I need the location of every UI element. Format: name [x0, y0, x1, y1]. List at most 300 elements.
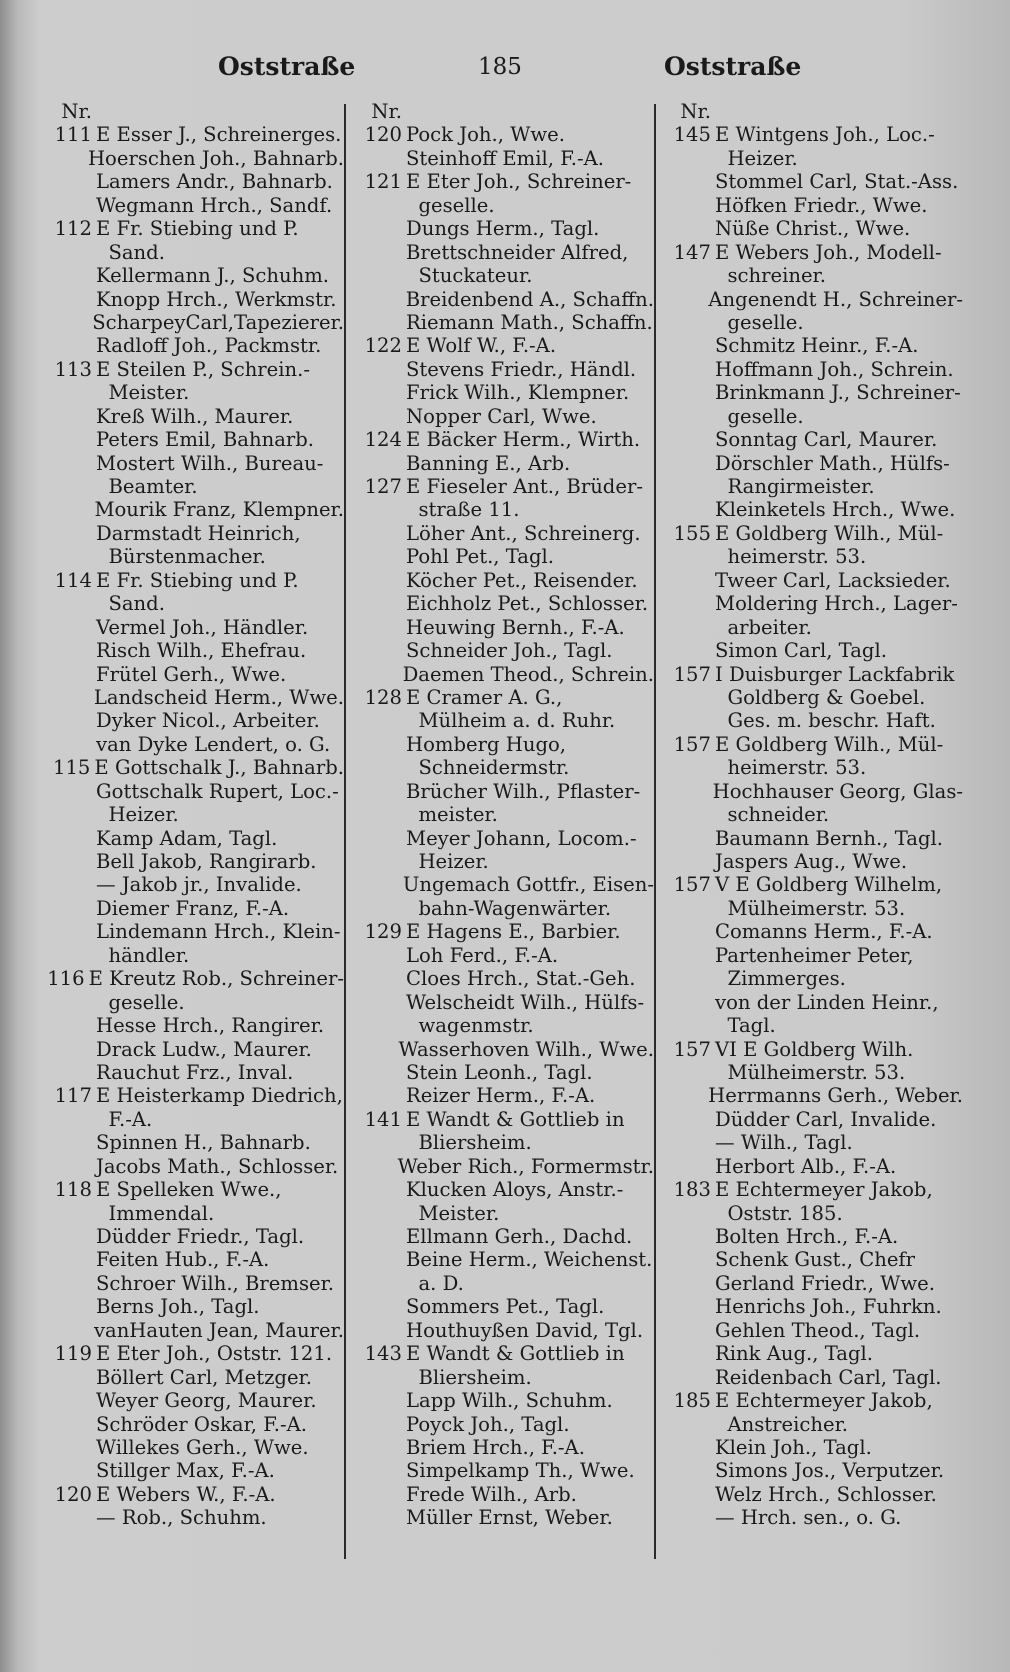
directory-entry-line [354, 1061, 654, 1084]
entry-text: E Steilen P., Schrein.- [96, 357, 311, 381]
house-number [44, 1319, 94, 1342]
house-number: 145 [673, 123, 711, 147]
directory-entry-line [663, 311, 963, 334]
entry-text: E Wolf W., F.-A. [406, 334, 557, 358]
directory-entry-line [663, 1202, 963, 1225]
directory-entry-line [44, 616, 344, 639]
directory-entry-line [354, 967, 654, 990]
directory-entry-line [663, 1436, 963, 1459]
house-number [354, 944, 406, 967]
entry-text: E Cramer A. G., [406, 685, 563, 709]
house-number [44, 241, 96, 264]
house-number [354, 850, 406, 873]
house-number [354, 381, 406, 404]
entry-text: Comanns Herm., F.-A. [715, 920, 933, 944]
directory-column-1 [44, 100, 344, 1530]
house-number [354, 405, 406, 428]
house-number: 121 [364, 170, 402, 194]
house-number [663, 686, 715, 709]
house-number [663, 1366, 715, 1389]
entry-text: E Wandt & Gottlieb in [406, 1107, 625, 1131]
entry-text: E Fieseler Ant., Brüder- [406, 475, 643, 498]
entry-text: Zimmerges. [715, 967, 846, 991]
house-number [44, 1108, 96, 1131]
directory-entry-line [44, 592, 344, 615]
directory-entry-line [44, 1436, 344, 1459]
house-number: 113 [54, 357, 92, 381]
entry-text: geselle. [715, 404, 804, 428]
directory-entry-line [663, 428, 963, 451]
directory-entry-line [663, 709, 963, 732]
directory-entry-line [663, 991, 963, 1014]
house-number [663, 756, 715, 779]
entry-text: Tweer Carl, Lacksieder. [715, 568, 951, 592]
entry-text: Frede Wilh., Arb. [406, 1482, 577, 1506]
house-number: 120 [54, 1482, 92, 1506]
entry-text: Rink Aug., Tagl. [715, 1342, 874, 1366]
directory-entry-line [44, 194, 344, 217]
directory-entry-line [44, 1014, 344, 1037]
directory-entry-line [663, 569, 963, 592]
directory-entry-line [44, 1108, 344, 1131]
entry-text: Lamers Andr., Bahnarb. [96, 170, 333, 194]
entry-text: Schneidermstr. [406, 756, 570, 780]
directory-entry-line [663, 1178, 963, 1201]
directory-entry-line [663, 1225, 963, 1248]
entry-text: geselle. [96, 990, 185, 1014]
directory-entry-line [44, 967, 344, 990]
directory-entry-line [44, 1272, 344, 1295]
directory-entry-line [44, 241, 344, 264]
entry-text: Hochhauser Georg, Glas- [712, 779, 963, 803]
entry-text: Welz Hrch., Schlosser. [715, 1482, 937, 1506]
directory-entry-line [354, 475, 654, 498]
directory-entry-line [663, 264, 963, 287]
entry-text: straße 11. [406, 498, 520, 522]
house-number [44, 1389, 96, 1412]
entry-text: heimerstr. 53. [715, 756, 867, 780]
entry-text: Knopp Hrch., Werkmstr. [96, 287, 337, 311]
directory-entry-line [44, 991, 344, 1014]
house-number [354, 241, 406, 264]
entry-text: Hoffmann Joh., Schrein. [715, 357, 954, 381]
entry-text: Klein Joh., Tagl. [715, 1435, 872, 1459]
directory-entry-line [663, 147, 963, 170]
entry-text: Schenk Gust., Chefr [715, 1248, 916, 1272]
house-number [663, 217, 715, 240]
entry-text: Poyck Joh., Tagl. [406, 1412, 570, 1436]
house-number [663, 498, 715, 521]
house-number [354, 780, 406, 803]
entry-text: Mülheimerstr. 53. [715, 896, 906, 920]
directory-entry-line [44, 1413, 344, 1436]
directory-entry-line [44, 1155, 344, 1178]
house-number [663, 475, 715, 498]
house-number [44, 1436, 96, 1459]
entry-text: E Goldberg Wilh., Mül- [715, 521, 944, 545]
house-number [663, 264, 715, 287]
directory-entry-line [663, 1413, 963, 1436]
house-number: 157 [673, 662, 711, 686]
directory-entry-line [663, 100, 963, 123]
entry-text: E Fr. Stiebing und P. [96, 217, 299, 241]
house-number [354, 1038, 399, 1061]
house-number [354, 1155, 398, 1178]
house-number [44, 1248, 96, 1271]
directory-entry-line [663, 663, 963, 686]
house-number: 155 [673, 521, 711, 545]
directory-entry-line [44, 147, 344, 170]
entry-text: Simons Jos., Verputzer. [715, 1459, 945, 1483]
entry-text: Wasserhoven Wilh., Wwe. [398, 1037, 654, 1061]
house-number [663, 194, 715, 217]
entry-text: Homberg Hugo, [406, 732, 567, 756]
house-number [663, 827, 715, 850]
entry-text: V E Goldberg Wilhelm, [715, 873, 943, 897]
directory-entry-line [44, 1366, 344, 1389]
entry-text: heimerstr. 53. [715, 545, 867, 569]
house-number: 119 [54, 1342, 92, 1366]
entry-text: Nüße Christ., Wwe. [715, 217, 911, 241]
house-number [663, 147, 715, 170]
house-number [663, 944, 715, 967]
house-number [354, 1295, 406, 1318]
directory-entry-line [44, 475, 344, 498]
directory-entry-line [354, 194, 654, 217]
directory-entry-line [354, 569, 654, 592]
directory-entry-line [663, 405, 963, 428]
entry-text: Moldering Hrch., Lager- [715, 592, 958, 616]
entry-text: Darmstadt Heinrich, [96, 521, 301, 545]
directory-entry-line [663, 733, 963, 756]
house-number: 115 [53, 756, 91, 780]
house-number: 120 [364, 123, 402, 147]
entry-text: Düdder Friedr., Tagl. [96, 1225, 305, 1248]
directory-entry-line [44, 498, 344, 521]
house-number [663, 381, 715, 404]
entry-text: E Eter Joh., Schreiner- [406, 170, 632, 194]
house-number [354, 358, 406, 381]
entry-text: F.-A. [96, 1107, 153, 1131]
house-number [354, 1459, 406, 1482]
directory-entry-line [44, 1038, 344, 1061]
directory-entry-line [44, 123, 344, 146]
directory-entry-line [44, 381, 344, 404]
directory-entry-line [663, 686, 963, 709]
house-number [663, 1413, 715, 1436]
directory-entry-line [663, 920, 963, 943]
entry-text: E Echtermeyer Jakob, [715, 1389, 933, 1413]
house-number [663, 288, 708, 311]
entry-text: — Wilh., Tagl. [715, 1131, 853, 1155]
entry-text: E Wintgens Joh., Loc.- [715, 123, 935, 147]
house-number [44, 991, 96, 1014]
directory-entry-line [44, 686, 344, 709]
entry-text: E Spelleken Wwe., [96, 1178, 282, 1202]
house-number [663, 967, 715, 990]
directory-entry-line [354, 873, 654, 896]
entry-text: Reidenbach Carl, Tagl. [715, 1365, 942, 1389]
directory-entry-line [354, 1108, 654, 1131]
house-number: 157 [673, 873, 711, 897]
directory-entry-line [663, 217, 963, 240]
directory-entry-line [44, 1389, 344, 1412]
house-number [354, 827, 406, 850]
directory-entry-line [44, 1342, 344, 1365]
house-number: 124 [364, 428, 402, 452]
directory-entry-line [354, 498, 654, 521]
house-number [44, 1413, 96, 1436]
entry-text: Mourik Franz, Klempner. [94, 498, 344, 522]
house-number [44, 545, 96, 568]
entry-text: Beine Herm., Weichenst. [406, 1248, 653, 1272]
directory-entry-line [354, 1202, 654, 1225]
entry-text: Henrichs Joh., Fuhrkn. [715, 1295, 942, 1319]
house-number [663, 1061, 715, 1084]
house-number [354, 1248, 406, 1271]
page-header [0, 52, 1010, 92]
house-number [663, 1014, 715, 1037]
directory-entry-line [663, 592, 963, 615]
directory-entry-line [354, 1248, 654, 1271]
house-number [44, 733, 96, 756]
entry-text: Jaspers Aug., Wwe. [715, 850, 908, 873]
directory-entry-line [354, 1342, 654, 1365]
house-number [354, 194, 406, 217]
directory-entry-line [44, 428, 344, 451]
entry-text: Bliersheim. [406, 1131, 532, 1155]
directory-entry-line [663, 358, 963, 381]
house-number [663, 616, 715, 639]
directory-entry-line [354, 709, 654, 732]
house-number [354, 1436, 406, 1459]
directory-entry-line [354, 1366, 654, 1389]
directory-entry-line [44, 264, 344, 287]
directory-entry-line [663, 498, 963, 521]
entry-text: Gerland Friedr., Wwe. [715, 1271, 935, 1295]
entry-text: Meister. [96, 381, 190, 405]
directory-column-3 [663, 100, 963, 1530]
directory-entry-line [663, 1272, 963, 1295]
directory-entry-line [354, 991, 654, 1014]
house-number [663, 358, 715, 381]
entry-text: Kleinketels Hrch., Wwe. [715, 498, 956, 522]
house-number [663, 780, 713, 803]
entry-text: Landscheid Herm., Wwe. [93, 685, 344, 709]
directory-entry-line [354, 850, 654, 873]
directory-entry-line [663, 1342, 963, 1365]
house-number [354, 709, 406, 732]
directory-entry-line [354, 381, 654, 404]
entry-text: Höfken Friedr., Wwe. [715, 193, 928, 217]
house-number [44, 897, 96, 920]
directory-entry-line [354, 592, 654, 615]
entry-text: Ges. m. beschr. Haft. [715, 709, 936, 733]
directory-entry-line [663, 1014, 963, 1037]
house-number [44, 827, 96, 850]
house-number [44, 334, 96, 357]
house-number [44, 803, 96, 826]
house-number [354, 1413, 406, 1436]
house-number [44, 1038, 96, 1061]
directory-entry-line [44, 1225, 344, 1248]
directory-entry-line [354, 1319, 654, 1342]
entry-text: Schröder Oskar, F.-A. [96, 1412, 308, 1436]
entry-text: Lapp Wilh., Schuhm. [406, 1389, 613, 1413]
entry-text: Gehlen Theod., Tagl. [715, 1318, 921, 1342]
directory-entry-line [354, 264, 654, 287]
entry-text: Schneider Joh., Tagl. [406, 639, 613, 663]
entry-text: Simpelkamp Th., Wwe. [406, 1459, 635, 1483]
directory-entry-line [44, 1178, 344, 1201]
entry-text: E Esser J., Schreinerges. [96, 123, 342, 147]
entry-text: Pohl Pet., Tagl. [406, 545, 555, 569]
directory-entry-line [663, 967, 963, 990]
house-number [44, 170, 96, 193]
entry-text: van Dyke Lendert, o. G. [96, 732, 331, 756]
house-number [44, 920, 96, 943]
house-number [44, 498, 94, 521]
entry-text: Diemer Franz, F.-A. [96, 896, 290, 920]
house-number [354, 288, 406, 311]
entry-text: Ungemach Gottfr., Eisen- [402, 873, 654, 897]
house-number: 185 [673, 1389, 711, 1413]
entry-text: Herrmanns Gerh., Weber. [708, 1084, 963, 1108]
directory-entry-line [354, 1084, 654, 1107]
directory-entry-line [44, 920, 344, 943]
entry-text: bahn-Wagenwärter. [406, 896, 612, 920]
directory-entry-line [354, 358, 654, 381]
directory-entry-line [663, 1319, 963, 1342]
entry-text: Mostert Wilh., Bureau- [96, 451, 324, 475]
directory-entry-line [44, 522, 344, 545]
directory-entry-line [44, 1131, 344, 1154]
directory-entry-line [663, 170, 963, 193]
directory-entry-line [354, 920, 654, 943]
directory-entry-line [354, 1506, 654, 1529]
directory-entry-line [354, 1459, 654, 1482]
house-number [663, 991, 715, 1014]
directory-entry-line [663, 1108, 963, 1131]
house-number [354, 1506, 406, 1529]
house-number [663, 405, 715, 428]
house-number [663, 803, 715, 826]
directory-entry-line [44, 873, 344, 896]
entry-text: — Hrch. sen., o. G. [715, 1506, 902, 1530]
directory-entry-line [354, 405, 654, 428]
house-number: Nr. [371, 100, 402, 123]
entry-text: Stevens Friedr., Händl. [406, 357, 637, 381]
directory-column-2 [354, 100, 654, 1530]
directory-entry-line [354, 147, 654, 170]
entry-text: Frick Wilh., Klempner. [406, 381, 630, 405]
entry-text: E Hagens E., Barbier. [406, 920, 621, 944]
house-number [354, 1272, 406, 1295]
entry-text: Böllert Carl, Metzger. [96, 1365, 312, 1389]
entry-text: Heuwing Bernh., F.-A. [406, 615, 625, 639]
directory-entry-line [663, 1366, 963, 1389]
house-number: Nr. [680, 100, 711, 123]
entry-text: Schroer Wilh., Bremser. [96, 1271, 335, 1295]
directory-entry-line [44, 1319, 344, 1342]
directory-entry-line [663, 873, 963, 896]
entry-text: E Wandt & Gottlieb in [406, 1342, 625, 1366]
house-number [44, 311, 92, 334]
entry-text: E Bäcker Herm., Wirth. [406, 428, 641, 452]
entry-text: Sommers Pet., Tagl. [406, 1295, 605, 1319]
entry-text: Stommel Carl, Stat.-Ass. [715, 170, 959, 194]
house-number [663, 1084, 708, 1107]
house-number [663, 1272, 715, 1295]
entry-text: Hoerschen Joh., Bahnarb. [87, 146, 344, 170]
directory-entry-line [354, 334, 654, 357]
house-number [354, 498, 406, 521]
house-number [663, 311, 715, 334]
entry-text: Angenendt H., Schreiner- [708, 287, 963, 311]
house-number [44, 1131, 96, 1154]
house-number [44, 686, 94, 709]
entry-text: Mülheimerstr. 53. [715, 1060, 906, 1084]
house-number: 116 [47, 967, 85, 991]
entry-text: Gottschalk Rupert, Loc.- [96, 779, 339, 803]
house-number: 141 [364, 1107, 402, 1131]
house-number [354, 639, 406, 662]
column-divider [654, 104, 656, 1559]
directory-entry-line [44, 217, 344, 240]
entry-text: E Fr. Stiebing und P. [96, 568, 299, 592]
directory-entry-line [663, 897, 963, 920]
entry-text: Düdder Carl, Invalide. [715, 1107, 937, 1131]
directory-entry-line [354, 663, 654, 686]
directory-entry-line [44, 944, 344, 967]
directory-entry-line [663, 241, 963, 264]
entry-text: Ellmann Gerh., Dachd. [406, 1225, 633, 1248]
entry-text: Nopper Carl, Wwe. [406, 404, 597, 428]
house-number [44, 522, 96, 545]
house-number: 114 [54, 568, 92, 592]
entry-text: Risch Wilh., Ehefrau. [96, 639, 307, 663]
house-number [354, 569, 406, 592]
entry-text: Hesse Hrch., Rangirer. [96, 1014, 325, 1038]
entry-text: Kellermann J., Schuhm. [96, 264, 330, 288]
entry-text: Heizer. [96, 803, 179, 827]
house-number [354, 1084, 406, 1107]
directory-entry-line [663, 616, 963, 639]
entry-text: Bürstenmacher. [96, 545, 266, 569]
directory-entry-line [44, 1202, 344, 1225]
house-number [354, 264, 406, 287]
house-number [354, 803, 406, 826]
directory-entry-line [663, 1389, 963, 1412]
entry-text: Stuckateur. [406, 264, 533, 288]
entry-text: Weber Rich., Formermstr. [397, 1154, 654, 1178]
house-number [354, 616, 406, 639]
directory-entry-line [44, 663, 344, 686]
house-number [663, 1459, 715, 1482]
house-number [663, 452, 715, 475]
entry-text: Löher Ant., Schreinerg. [406, 521, 641, 545]
house-number [354, 147, 406, 170]
directory-entry-line [663, 1084, 963, 1107]
house-number: 157 [673, 732, 711, 756]
directory-entry-line [354, 1413, 654, 1436]
entry-text: I Duisburger Lackfabrik [715, 662, 955, 686]
house-number [663, 1342, 715, 1365]
entry-text: Mülheim a. d. Ruhr. [406, 709, 616, 733]
entry-text: Oststr. 185. [715, 1201, 843, 1225]
house-number [44, 1014, 96, 1037]
entry-text: Banning E., Arb. [406, 451, 571, 475]
